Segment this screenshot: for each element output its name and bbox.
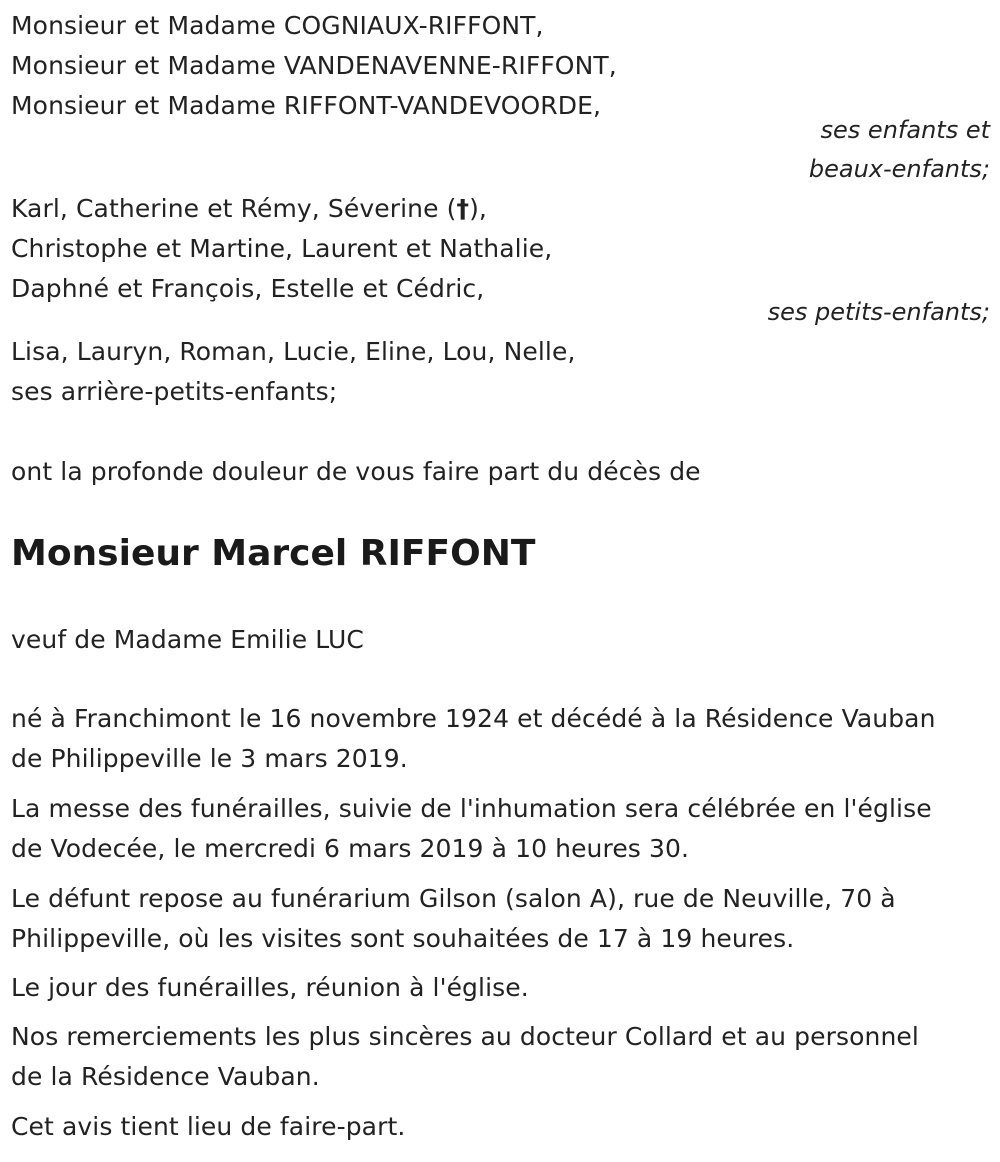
grandchildren-line1 bbox=[11, 194, 487, 224]
cross-icon: † bbox=[456, 194, 470, 223]
deceased-name: Monsieur Marcel RIFFONT bbox=[11, 533, 536, 574]
funeral-line1: La messe des funérailles, suivie de l'inhumation sera célébrée en l'église bbox=[11, 794, 932, 823]
closing-note: Cet avis tient lieu de faire-part. bbox=[11, 1112, 406, 1141]
great-grandchildren-role: ses arrière-petits-enfants; bbox=[11, 377, 338, 406]
child-couple-1: Monsieur et Madame COGNIAUX-RIFFONT, bbox=[11, 11, 544, 40]
child-couple-2: Monsieur et Madame VANDENAVENNE-RIFFONT, bbox=[11, 51, 617, 80]
grandchildren-line1-end: ), bbox=[469, 194, 487, 223]
children-role-line2: beaux-enfants; bbox=[808, 155, 990, 183]
funeral-line2: de Vodecée, le mercredi 6 mars 2019 à 10 heures 30. bbox=[11, 834, 690, 863]
repose-line2: Philippeville, où les visites sont souhaitées de 17 à 19 heures. bbox=[11, 924, 795, 953]
widower-of: veuf de Madame Emilie LUC bbox=[11, 625, 364, 654]
children-role-line1: ses enfants et bbox=[820, 116, 990, 144]
meeting-info: Le jour des funérailles, réunion à l'église. bbox=[11, 973, 529, 1002]
grandchildren-role: ses petits-enfants; bbox=[767, 298, 990, 326]
thanks-line2: de la Résidence Vauban. bbox=[11, 1062, 320, 1091]
thanks-line1: Nos remerciements les plus sincères au docteur Collard et au personnel bbox=[11, 1022, 919, 1051]
child-couple-3: Monsieur et Madame RIFFONT-VANDEVOORDE, bbox=[11, 91, 602, 120]
announcement: ont la profonde douleur de vous faire part du décès de bbox=[11, 457, 701, 486]
birth-death-line2: de Philippeville le 3 mars 2019. bbox=[11, 744, 408, 773]
birth-death-line1: né à Franchimont le 16 novembre 1924 et décédé à la Résidence Vauban bbox=[11, 704, 936, 733]
grandchildren-line3: Daphné et François, Estelle et Cédric, bbox=[11, 274, 485, 303]
great-grandchildren: Lisa, Lauryn, Roman, Lucie, Eline, Lou, Nelle, bbox=[11, 337, 576, 366]
grandchildren-line2: Christophe et Martine, Laurent et Nathalie, bbox=[11, 234, 553, 263]
grandchildren-line1-text: Karl, Catherine et Rémy, Séverine ( bbox=[11, 194, 457, 223]
repose-line1: Le défunt repose au funérarium Gilson (salon A), rue de Neuville, 70 à bbox=[11, 884, 896, 913]
